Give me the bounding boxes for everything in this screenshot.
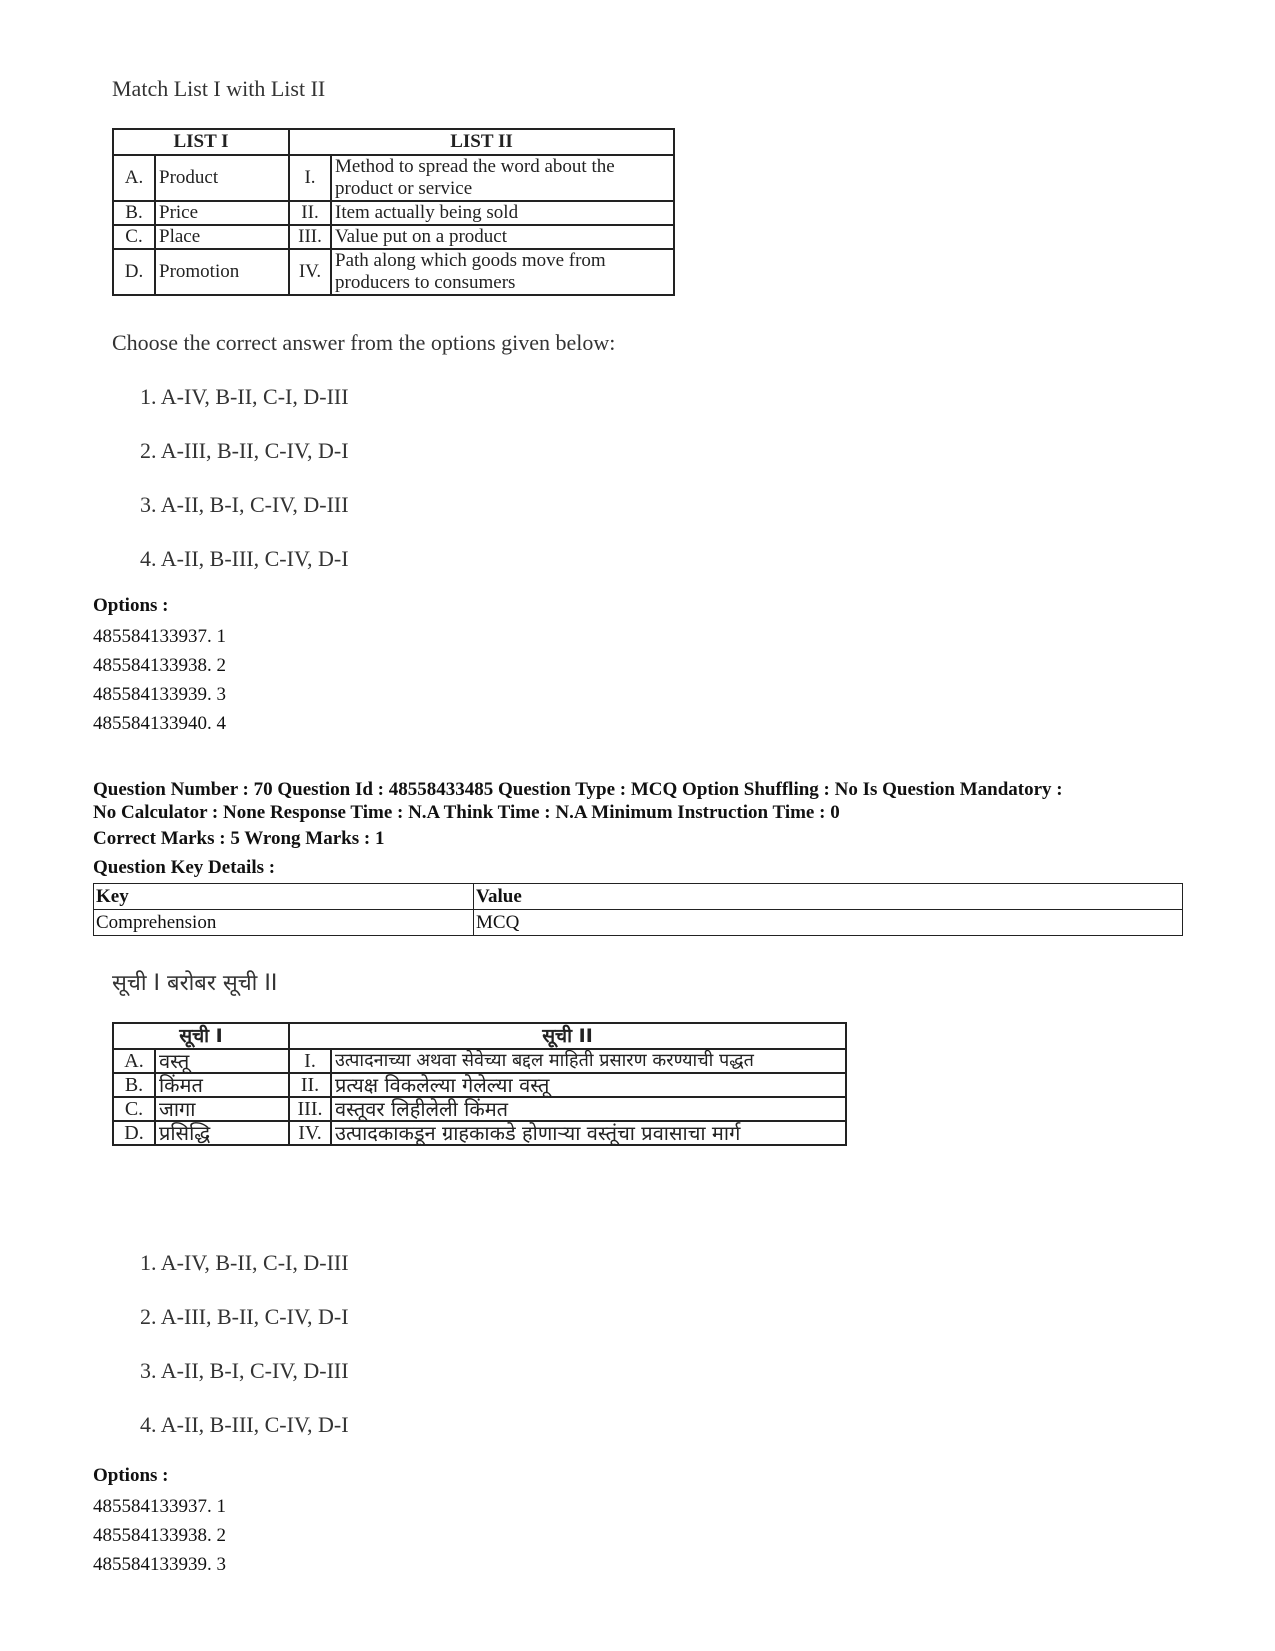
row-description: उत्पादनाच्या अथवा सेवेच्या बद्दल माहिती प्रसारण करण्याची पद्धत bbox=[331, 1049, 846, 1073]
table-row bbox=[113, 201, 674, 225]
answer-choice-list bbox=[140, 1250, 349, 1466]
row-letter: B. bbox=[113, 201, 155, 225]
match-table-marathi bbox=[112, 1022, 847, 1146]
key-cell: Comprehension bbox=[94, 910, 474, 936]
table-row bbox=[113, 1049, 846, 1073]
row-description: प्रत्यक्ष विकलेल्या गेलेल्या वस्तू bbox=[331, 1073, 846, 1097]
row-letter: D. bbox=[113, 1121, 155, 1145]
key-details-label: Question Key Details : bbox=[93, 857, 276, 878]
row-letter: D. bbox=[113, 249, 155, 295]
option-id-list bbox=[93, 622, 226, 738]
row-item: जागा bbox=[155, 1097, 289, 1121]
row-letter: A. bbox=[113, 1049, 155, 1073]
table-row bbox=[113, 155, 674, 201]
question-meta-line: No Calculator : None Response Time : N.A Think Time : N.A Minimum Instruction Time : 0 bbox=[93, 802, 840, 823]
marks-line: Correct Marks : 5 Wrong Marks : 1 bbox=[93, 828, 385, 849]
row-letter: C. bbox=[113, 225, 155, 249]
list-2-header: सूची II bbox=[289, 1023, 846, 1049]
option-id: 485584133939. 3 bbox=[93, 684, 226, 705]
options-label: Options : bbox=[93, 1465, 169, 1486]
answer-choice: 1. A-IV, B-II, C-I, D-III bbox=[140, 1250, 349, 1275]
row-numeral: IV. bbox=[289, 249, 331, 295]
answer-choice: 3. A-II, B-I, C-IV, D-III bbox=[140, 1358, 349, 1383]
row-description: उत्पादकाकडून ग्राहकाकडे होणाऱ्या वस्तूंचा प्रवासाचा मार्ग bbox=[331, 1121, 846, 1145]
answer-choice: 4. A-II, B-III, C-IV, D-I bbox=[140, 1412, 349, 1437]
table-row bbox=[113, 1121, 846, 1145]
option-id: 485584133937. 1 bbox=[93, 626, 226, 647]
table-row bbox=[113, 1073, 846, 1097]
match-title-marathi: सूची I बरोबर सूची II bbox=[112, 971, 278, 996]
row-item: Promotion bbox=[155, 249, 289, 295]
table-row bbox=[94, 910, 1183, 936]
row-item: किंमत bbox=[155, 1073, 289, 1097]
row-description: Value put on a product bbox=[331, 225, 674, 249]
key-details-table bbox=[93, 883, 1183, 936]
row-numeral: I. bbox=[289, 155, 331, 201]
row-description: वस्तूवर लिहीलेली किंमत bbox=[331, 1097, 846, 1121]
row-numeral: III. bbox=[289, 1097, 331, 1121]
answer-choice: 1. A-IV, B-II, C-I, D-III bbox=[140, 384, 349, 409]
row-numeral: II. bbox=[289, 1073, 331, 1097]
match-table bbox=[112, 128, 675, 296]
option-id: 485584133940. 4 bbox=[93, 713, 226, 734]
row-item: Product bbox=[155, 155, 289, 201]
row-letter: A. bbox=[113, 155, 155, 201]
option-id: 485584133938. 2 bbox=[93, 655, 226, 676]
row-item: Place bbox=[155, 225, 289, 249]
option-id-list bbox=[93, 1492, 226, 1579]
answer-choice: 4. A-II, B-III, C-IV, D-I bbox=[140, 546, 349, 571]
table-row bbox=[113, 225, 674, 249]
answer-choice: 2. A-III, B-II, C-IV, D-I bbox=[140, 1304, 349, 1329]
list-1-header: सूची I bbox=[113, 1023, 289, 1049]
row-numeral: I. bbox=[289, 1049, 331, 1073]
value-header: Value bbox=[474, 884, 1183, 910]
match-title: Match List I with List II bbox=[112, 76, 326, 101]
row-description: Item actually being sold bbox=[331, 201, 674, 225]
answer-choice: 2. A-III, B-II, C-IV, D-I bbox=[140, 438, 349, 463]
row-item: वस्तू bbox=[155, 1049, 289, 1073]
list-1-header: LIST I bbox=[113, 129, 289, 155]
table-row bbox=[113, 1097, 846, 1121]
row-item: प्रसिद्धि bbox=[155, 1121, 289, 1145]
row-numeral: II. bbox=[289, 201, 331, 225]
row-numeral: IV. bbox=[289, 1121, 331, 1145]
table-row bbox=[113, 249, 674, 295]
value-cell: MCQ bbox=[474, 910, 1183, 936]
instruction-text: Choose the correct answer from the options given below: bbox=[112, 330, 616, 355]
question-meta-line: Question Number : 70 Question Id : 48558433485 Question Type : MCQ Option Shuffling : No Is Question Mandatory : bbox=[93, 779, 1063, 800]
answer-choice: 3. A-II, B-I, C-IV, D-III bbox=[140, 492, 349, 517]
row-description: Path along which goods move from producers to consumers bbox=[331, 249, 674, 295]
row-item: Price bbox=[155, 201, 289, 225]
key-header: Key bbox=[94, 884, 474, 910]
row-numeral: III. bbox=[289, 225, 331, 249]
row-letter: C. bbox=[113, 1097, 155, 1121]
row-letter: B. bbox=[113, 1073, 155, 1097]
options-label: Options : bbox=[93, 595, 169, 616]
option-id: 485584133938. 2 bbox=[93, 1525, 226, 1546]
list-2-header: LIST II bbox=[289, 129, 674, 155]
option-id: 485584133937. 1 bbox=[93, 1496, 226, 1517]
row-description: Method to spread the word about the product or service bbox=[331, 155, 674, 201]
question-meta bbox=[93, 778, 1193, 824]
answer-choice-list bbox=[140, 384, 349, 600]
option-id: 485584133939. 3 bbox=[93, 1554, 226, 1575]
